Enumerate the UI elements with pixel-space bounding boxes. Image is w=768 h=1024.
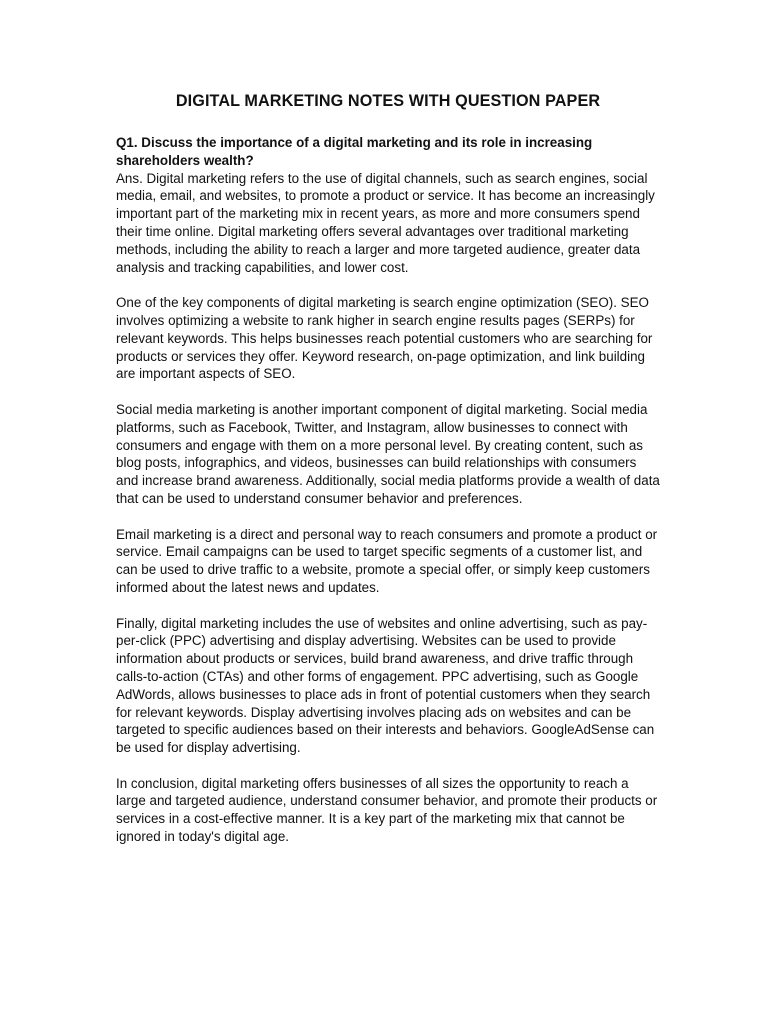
document-title: DIGITAL MARKETING NOTES WITH QUESTION PAPER (175, 92, 601, 110)
answer-paragraph-websites-ads: Finally, digital marketing includes the use of websites and online advertising, such as pay-per-click (PPC) advertising and display advertising. Websites can be used to provide information about products or services, build brand awareness, and drive traffic through calls-to-action (CTAs) and other forms of engagement. PPC advertising, such as Google AdWords, allows businesses to place ads in front of potential customers when they search for relevant keywords. Display advertising involves placing ads on websites and can be targeted to specific audiences based on their interests and behaviors. GoogleAdSense can be used for display advertising. (116, 615, 655, 756)
answer-paragraph-conclusion: In conclusion, digital marketing offers businesses of all sizes the opportunity to reach a large and targeted audience, understand consumer behavior, and promote their products or services in a cost-effective manner. It is a key part of the marketing mix that cannot be ignored in today's digital age. (116, 775, 658, 845)
answer-paragraph-email: Email marketing is a direct and personal way to reach consumers and promote a product or service. Email campaigns can be used to target specific segments of a customer list, and can be used to drive traffic to a website, promote a special offer, or simply keep customers informed about the latest news and updates. (116, 526, 658, 595)
document-body (116, 90, 660, 864)
answer-paragraph-seo: One of the key components of digital marketing is search engine optimization (SEO). SEO involves optimizing a website to rank higher in search engine results pages (SERPs) for relevant keywords. This helps businesses reach potential customers who are searching for products or services they offer. Keyword research, on-page optimization, and link building are important aspects of SEO. (116, 295, 653, 382)
answer-paragraph-intro: Ans. Digital marketing refers to the use of digital channels, such as search engines, social media, email, and websites, to promote a product or service. It has become an increasingly important part of the marketing mix in recent years, as more and more consumers spend their time online. Digital marketing offers several advantages over traditional marketing methods, including the ability to reach a larger and more targeted audience, greater data analysis and tracking capabilities, and lower cost. (116, 170, 655, 275)
question-heading: Q1. Discuss the importance of a digital marketing and its role in increasing shareholders wealth? (116, 135, 593, 168)
answer-paragraph-social-media: Social media marketing is another important component of digital marketing. Social media platforms, such as Facebook, Twitter, and Instagram, allow businesses to connect with consumers and engage with them on a more personal level. By creating content, such as blog posts, infographics, and videos, businesses can build relationships with consumers and increase brand awareness. Additionally, social media platforms provide a wealth of data that can be used to understand consumer behavior and preferences. (116, 401, 660, 506)
